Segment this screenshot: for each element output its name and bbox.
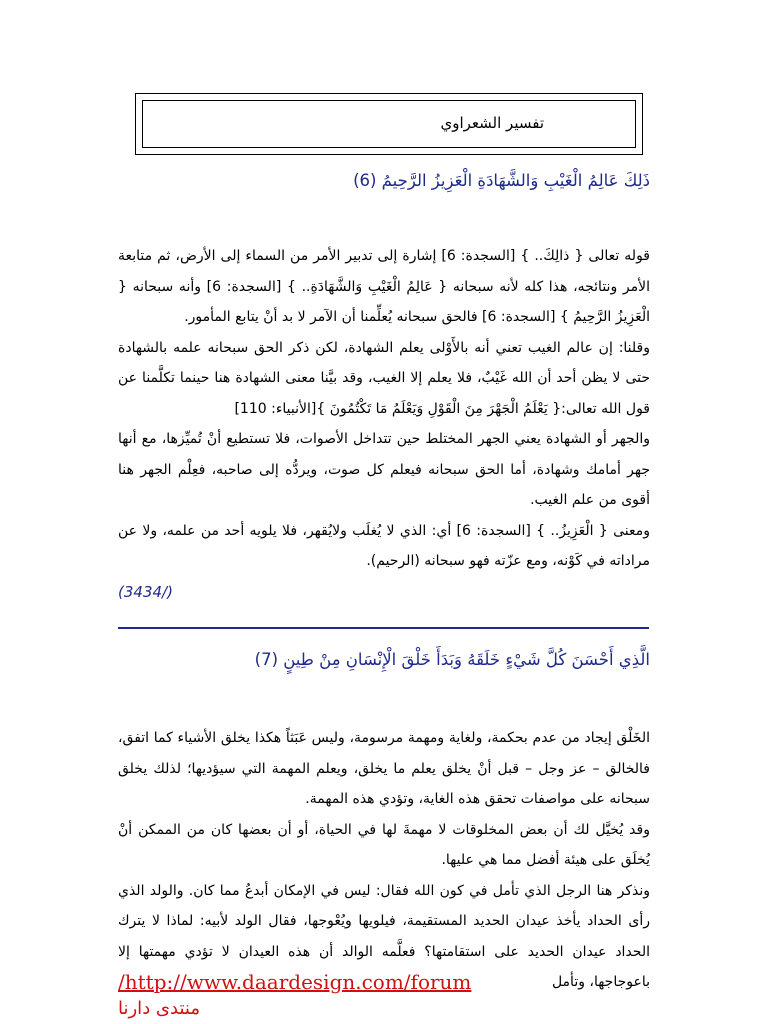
title-box xyxy=(135,93,643,155)
page-title: تفسير الشعراوي xyxy=(440,114,544,132)
paragraph: ومعنى { الْعَزِيزُ.. } [السجدة: 6] أي: الذي لا يُغلَب ولايُقهر، فلا يلويه أحد من علمه، ولا عن مراداته في كَوْنه، ومع عزّته فهو سبحانه (الرحيم). xyxy=(118,522,651,569)
paragraph: الخَلْق إيجاد من عدم بحكمة، ولغاية ومهمة مرسومة، وليس عَبَثاً هكذا يخلق الأشياء كما اتفق، فالخالق – عز وجل – قبل أنْ يخلق يعلم ما يخلق، ويعلم المهمة التي سيؤديها؛ لذلك يخلق سبحانه على مواصفات تحقق هذه الغاية، وتؤدي هذه المهمة. xyxy=(118,730,650,807)
paragraph: ونذكر هنا الرجل الذي تأمل في كون الله فقال: ليس في الإمكان أبدعُ مما كان. والولد الذي رأى الحداد يأخذ عيدان الحديد المستقيمة، فيلويها ويُعْوجها، فقال الولد لأبيه: لماذا لا يترك الحداد عيدان الحديد على استقامتها؟ فعلَّمه الوالد أن هذه العيدان لا تؤدي مهمتها إلا باعوجاجها، وتأمل xyxy=(118,882,650,990)
forum-link[interactable]: /http://www.daardesign.com/forum xyxy=(118,970,472,994)
commentary-section-6 xyxy=(118,241,650,577)
paragraph: والجهر أو الشهادة يعني الجهر المختلط حين تتداخل الأصوات، فلا تستطيع أنْ تُميِّزها، مع أنها جهر أمامك وشهادة، أما الحق سبحانه فيعلم كل صوت، ويردُّه إلى صاحبه، فعِلْم الجهر هنا أقوى من علم الغيب. xyxy=(118,431,650,508)
forum-name: منتدى دارنا xyxy=(118,998,200,1019)
verse-heading-6: ذَلِكَ عَالِمُ الْغَيْبِ وَالشَّهَادَةِ الْعَزِيزُ الرَّحِيمُ (6) xyxy=(353,171,650,190)
paragraph: قوله تعالى { ذالِكَ.. } [السجدة: 6] إشارة إلى تدبير الأمر من السماء إلى الأرض، ثم متابعة الأمر ونتائجه، هذا كله لأنه سبحانه { عَالِمُ الْغَيْبِ وَالشَّهَادَةِ.. } [السجدة: 6] وأنه سبحانه { الْعَزِيزُ الرَّحِيمُ } [السجدة: 6] فالحق سبحانه يُعلِّمنا أن الآمر لا بد أنْ يتابع المأمور. xyxy=(118,248,650,325)
title-box-inner-border xyxy=(142,100,636,148)
verse-heading-7: الَّذِي أَحْسَنَ كُلَّ شَيْءٍ خَلَقَهُ وَبَدَأَ خَلْقَ الْإِنْسَانِ مِنْ طِينٍ (7) xyxy=(254,650,650,669)
section-divider xyxy=(118,627,649,629)
paragraph: وقد يُخيَّل لك أن بعض المخلوقات لا مهمةَ لها في الحياة، أو أن بعضها كان من الممكن أنْ يُخلَق على هيئة أفضل مما هي عليها. xyxy=(118,821,650,868)
page-reference: (3434/) xyxy=(118,583,173,601)
commentary-section-7 xyxy=(118,723,650,998)
paragraph: وقلنا: إن عالم الغيب تعني أنه بالأَوْلى يعلم الشهادة، لكن ذكر الحق سبحانه علمه بالشهادة حتى لا يظن أحد أن الله غَيْبٌ، فلا يعلم إلا الغيب، وقد بيَّنا معنى الشهادة هنا حينما تكلَّمنا عن قول الله تعالى:{ يَعْلَمُ الْجَهْرَ مِنَ الْقَوْلِ وَيَعْلَمُ مَا تَكْتُمُونَ }[الأنبياء: 110] xyxy=(118,339,650,417)
